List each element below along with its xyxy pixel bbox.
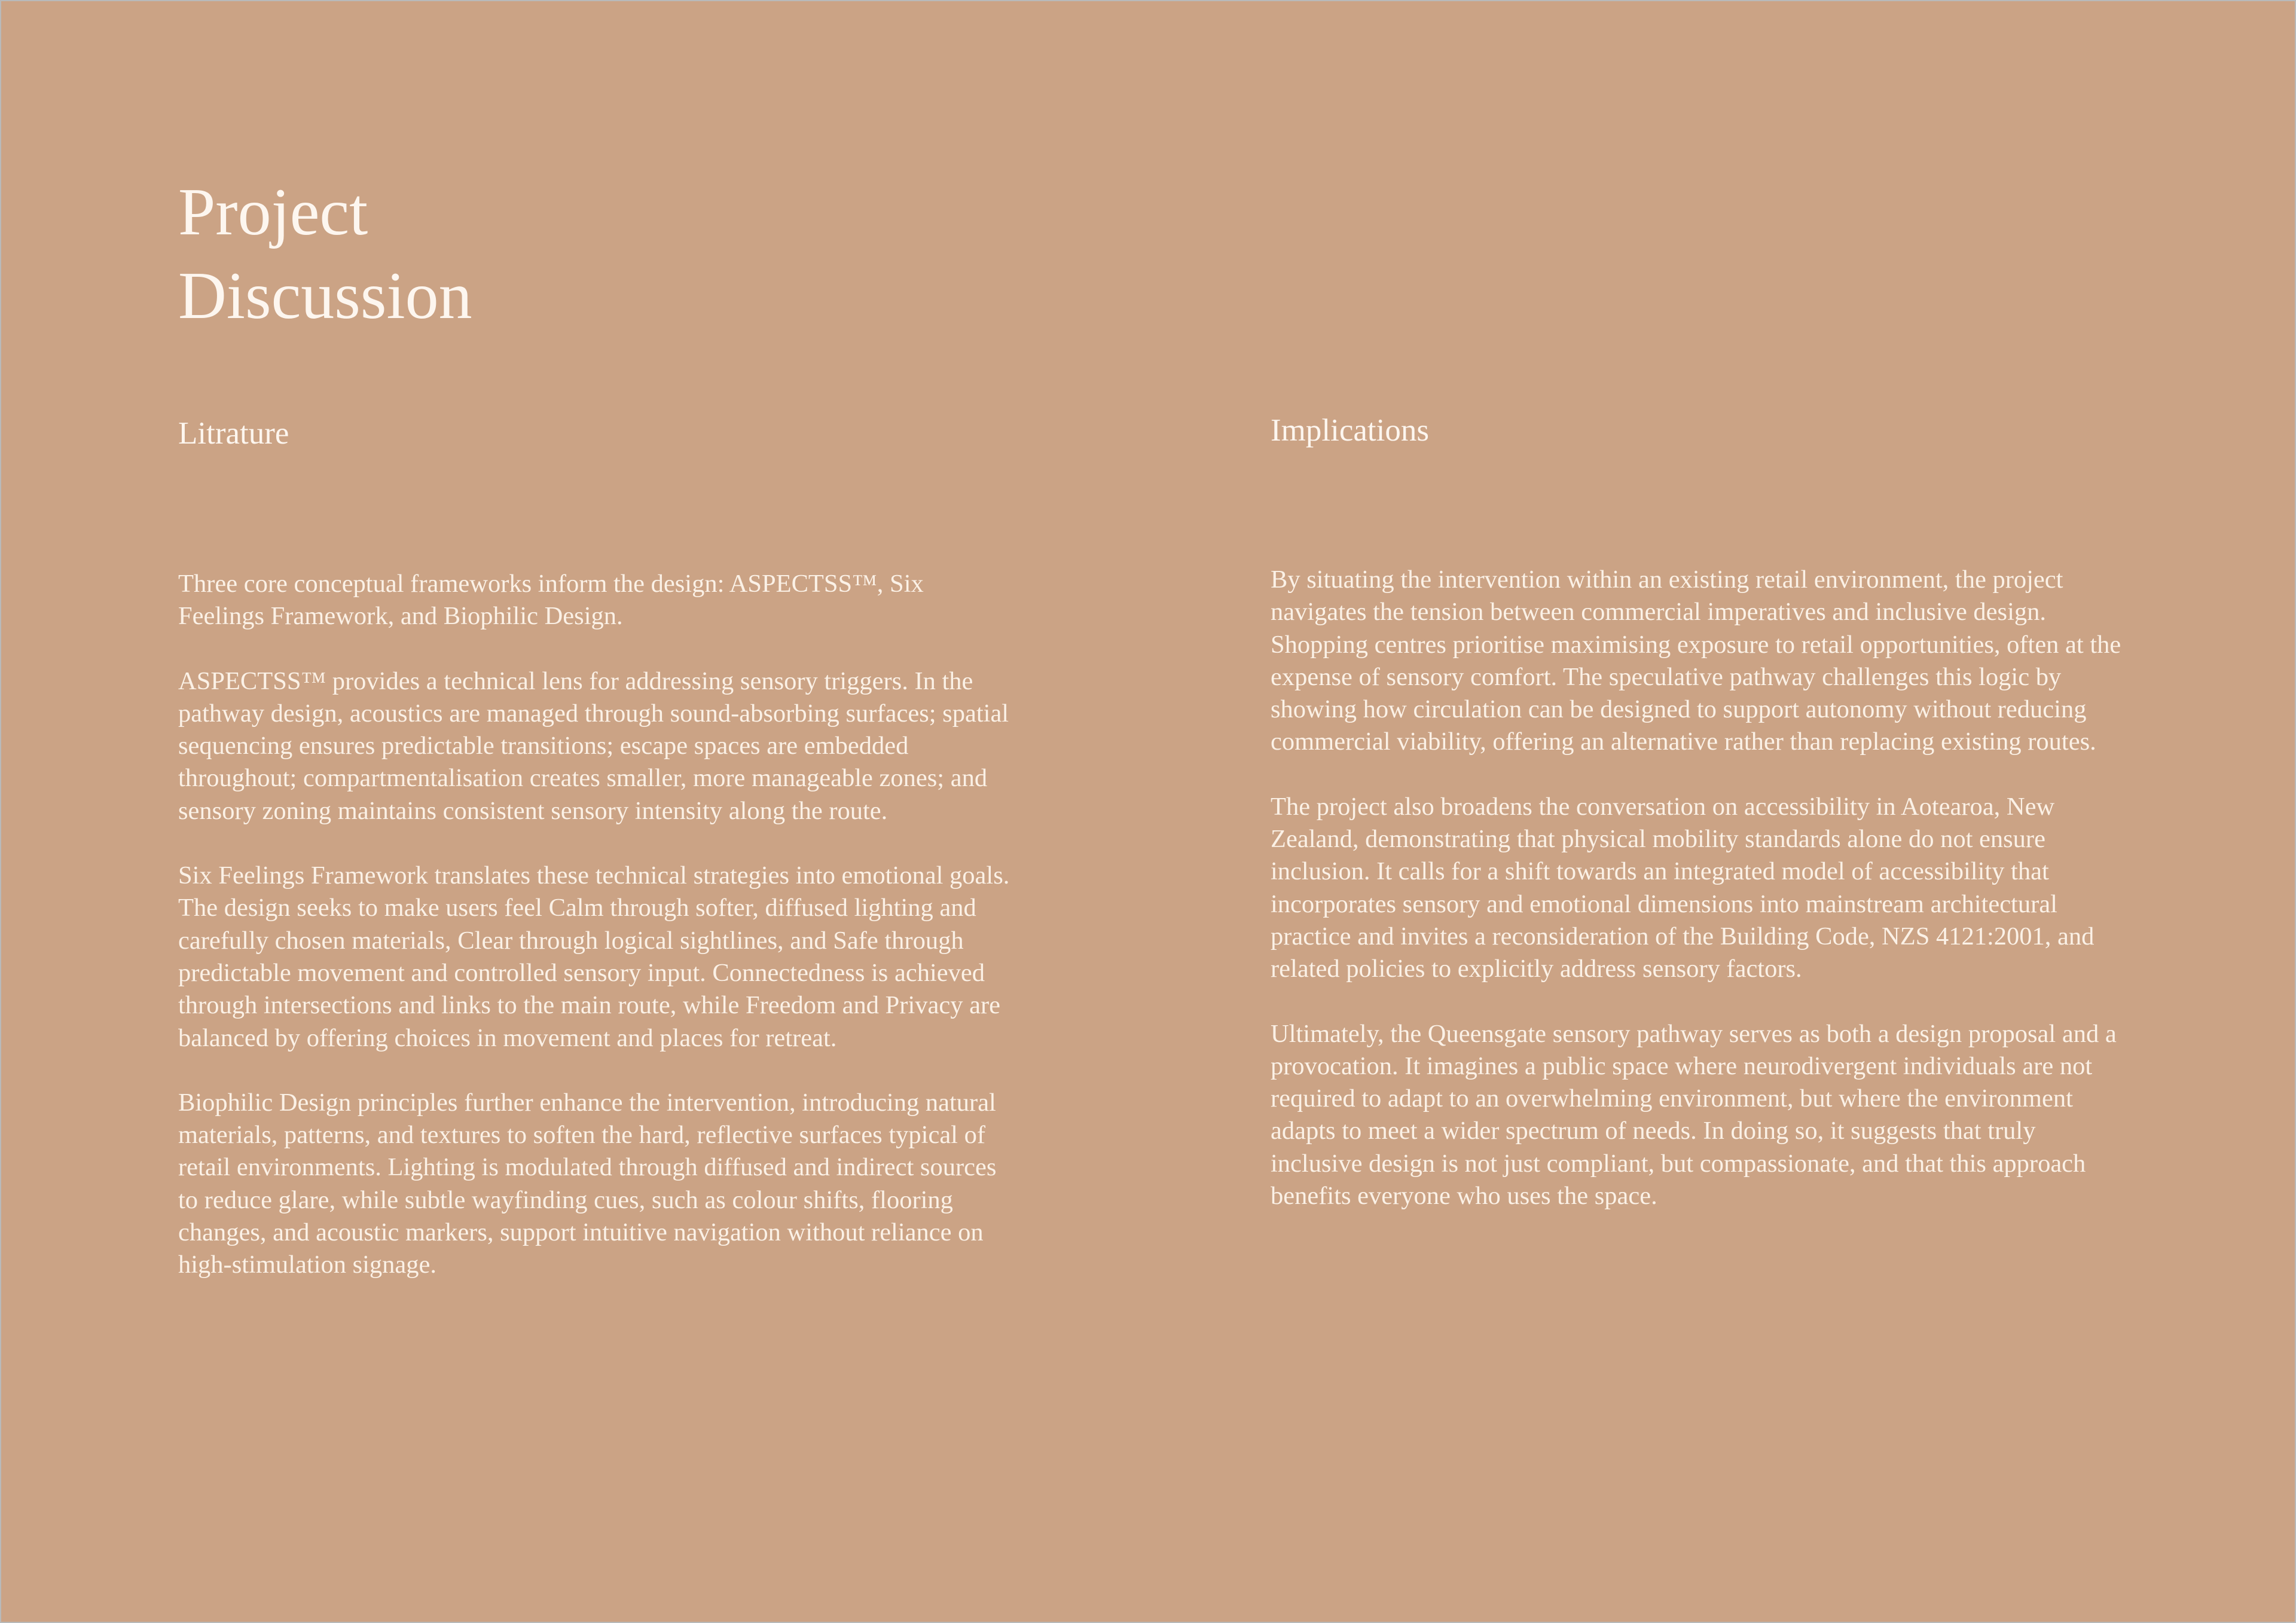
- literature-body: [178, 568, 1015, 1282]
- implications-paragraph: By situating the intervention within an existing retail environment, the project navigates the tension between commercial imperatives and inclusive design. Shopping centres prioritise maximising exposure to retail opportunities, often at the expense of sensory comfort. The speculative pathway challenges this logic by showing how circulation can be designed to support autonomy without reducing commercial viability, offering an alternative rather than replacing existing routes.: [1271, 566, 2121, 756]
- implications-heading: Implications: [1271, 413, 1429, 448]
- literature-heading: Litrature: [178, 416, 289, 451]
- literature-paragraph: Six Feelings Framework translates these technical strategies into emotional goals. The design seeks to make users feel Calm through softer, diffused lighting and carefully chosen materials, Clear through logical sightlines, and Safe through predictable movement and controlled sensory input. Connectedness is achieved through intersections and links to the main route, while Freedom and Privacy are balanced by offering choices in movement and places for retreat.: [178, 861, 1010, 1052]
- page-title: [178, 170, 472, 338]
- literature-paragraph: ASPECTSS™ provides a technical lens for addressing sensory triggers. In the pathway design, acoustics are managed through sound-absorbing surfaces; spatial sequencing ensures predictable transitions; escape spaces are embedded throughout; compartmentalisation creates smaller, more manageable zones; and sensory zoning maintains consistent sensory intensity along the route.: [178, 667, 1009, 825]
- page-title-line-1: Project: [178, 175, 368, 249]
- page-title-line-2: Discussion: [178, 259, 472, 333]
- literature-column: [178, 412, 1015, 1314]
- implications-column: [1271, 412, 2126, 1245]
- literature-paragraph: Three core conceptual frameworks inform the design: ASPECTSS™, Six Feelings Framework, and Biophilic Design.: [178, 570, 924, 631]
- literature-paragraph: Biophilic Design principles further enhance the intervention, introducing natural materials, patterns, and textures to soften the hard, reflective surfaces typical of retail environments. Lighting is modulated through diffused and indirect sources to reduce glare, while subtle wayfinding cues, such as colour shifts, flooring changes, and acoustic markers, support intuitive navigation without reliance on high-stimulation signage.: [178, 1088, 997, 1279]
- implications-paragraph: Ultimately, the Queensgate sensory pathway serves as both a design proposal and a provocation. It imagines a public space where neurodivergent individuals are not required to adapt to an overwhelming environment, but where the environment adapts to meet a wider spectrum of needs. In doing so, it suggests that truly inclusive design is not just compliant, but compassionate, and that this approach benefits everyone who uses the space.: [1271, 1019, 2117, 1211]
- implications-body: [1271, 564, 2126, 1212]
- implications-paragraph: The project also broadens the conversation on accessibility in Aotearoa, New Zealand, demonstrating that physical mobility standards alone do not ensure inclusion. It calls for a shift towards an integrated model of accessibility that incorporates sensory and emotional dimensions into mainstream architectural practice and invites a reconsideration of the Building Code, NZS 4121:2001, and related policies to explicitly address sensory factors.: [1271, 792, 2095, 983]
